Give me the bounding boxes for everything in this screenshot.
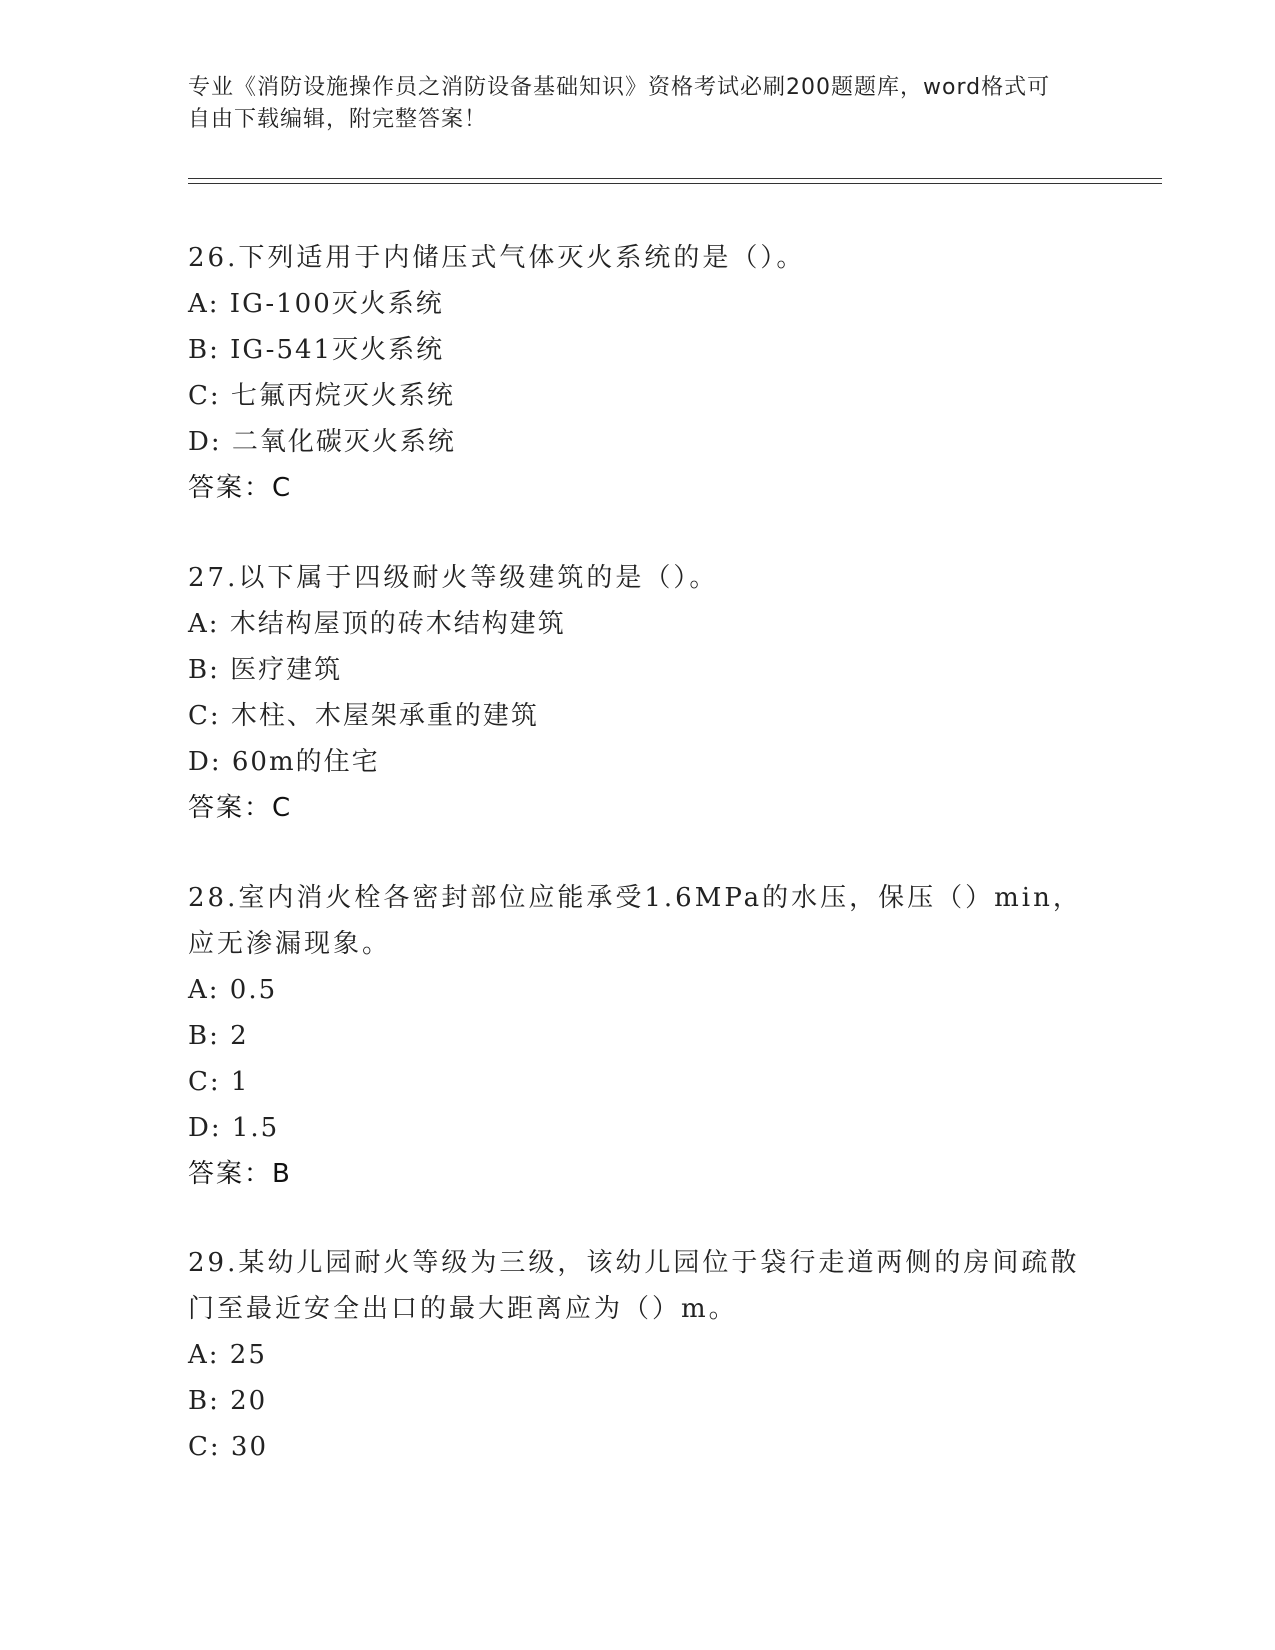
answer-line: 答案：C [188, 473, 293, 503]
option-d: D: 二氧化碳灭火系统 [188, 427, 456, 457]
header-rule-top [188, 178, 1162, 179]
question-29 [188, 1240, 1088, 1470]
question-stem: 29.某幼儿园耐火等级为三级，该幼儿园位于袋行走道两侧的房间疏散门至最近安全出口的最大距离应为（）m。 [188, 1248, 1080, 1324]
document-header: 专业《消防设施操作员之消防设备基础知识》资格考试必刷200题题库，word格式可自由下载编辑，附完整答案！ [188, 75, 1051, 132]
option-a: A: 25 [188, 1340, 267, 1370]
option-c: C: 七氟丙烷灭火系统 [188, 381, 455, 411]
question-27 [188, 555, 1088, 831]
option-b: B: 医疗建筑 [188, 655, 343, 685]
header-rule-bottom [188, 183, 1162, 184]
option-b: B: 20 [188, 1386, 268, 1416]
option-b: B: IG-541灭火系统 [188, 335, 445, 365]
option-d: D: 1.5 [188, 1113, 280, 1143]
option-b: B: 2 [188, 1021, 249, 1051]
option-d: D: 60m的住宅 [188, 747, 380, 777]
question-28 [188, 875, 1088, 1197]
question-stem: 28.室内消火栓各密封部位应能承受1.6MPa的水压，保压（）min，应无渗漏现象。 [188, 883, 1082, 959]
option-c: C: 30 [188, 1432, 269, 1462]
answer-line: 答案：B [188, 1159, 292, 1189]
option-c: C: 木柱、木屋架承重的建筑 [188, 701, 539, 731]
question-stem: 26.下列适用于内储压式气体灭火系统的是（）。 [188, 243, 806, 273]
option-a: A: 木结构屋顶的砖木结构建筑 [188, 609, 566, 639]
option-c: C: 1 [188, 1067, 250, 1097]
option-a: A: IG-100灭火系统 [188, 289, 444, 319]
option-a: A: 0.5 [188, 975, 278, 1005]
answer-line: 答案：C [188, 793, 293, 823]
question-stem: 27.以下属于四级耐火等级建筑的是（）。 [188, 563, 719, 593]
question-26 [188, 235, 1088, 511]
